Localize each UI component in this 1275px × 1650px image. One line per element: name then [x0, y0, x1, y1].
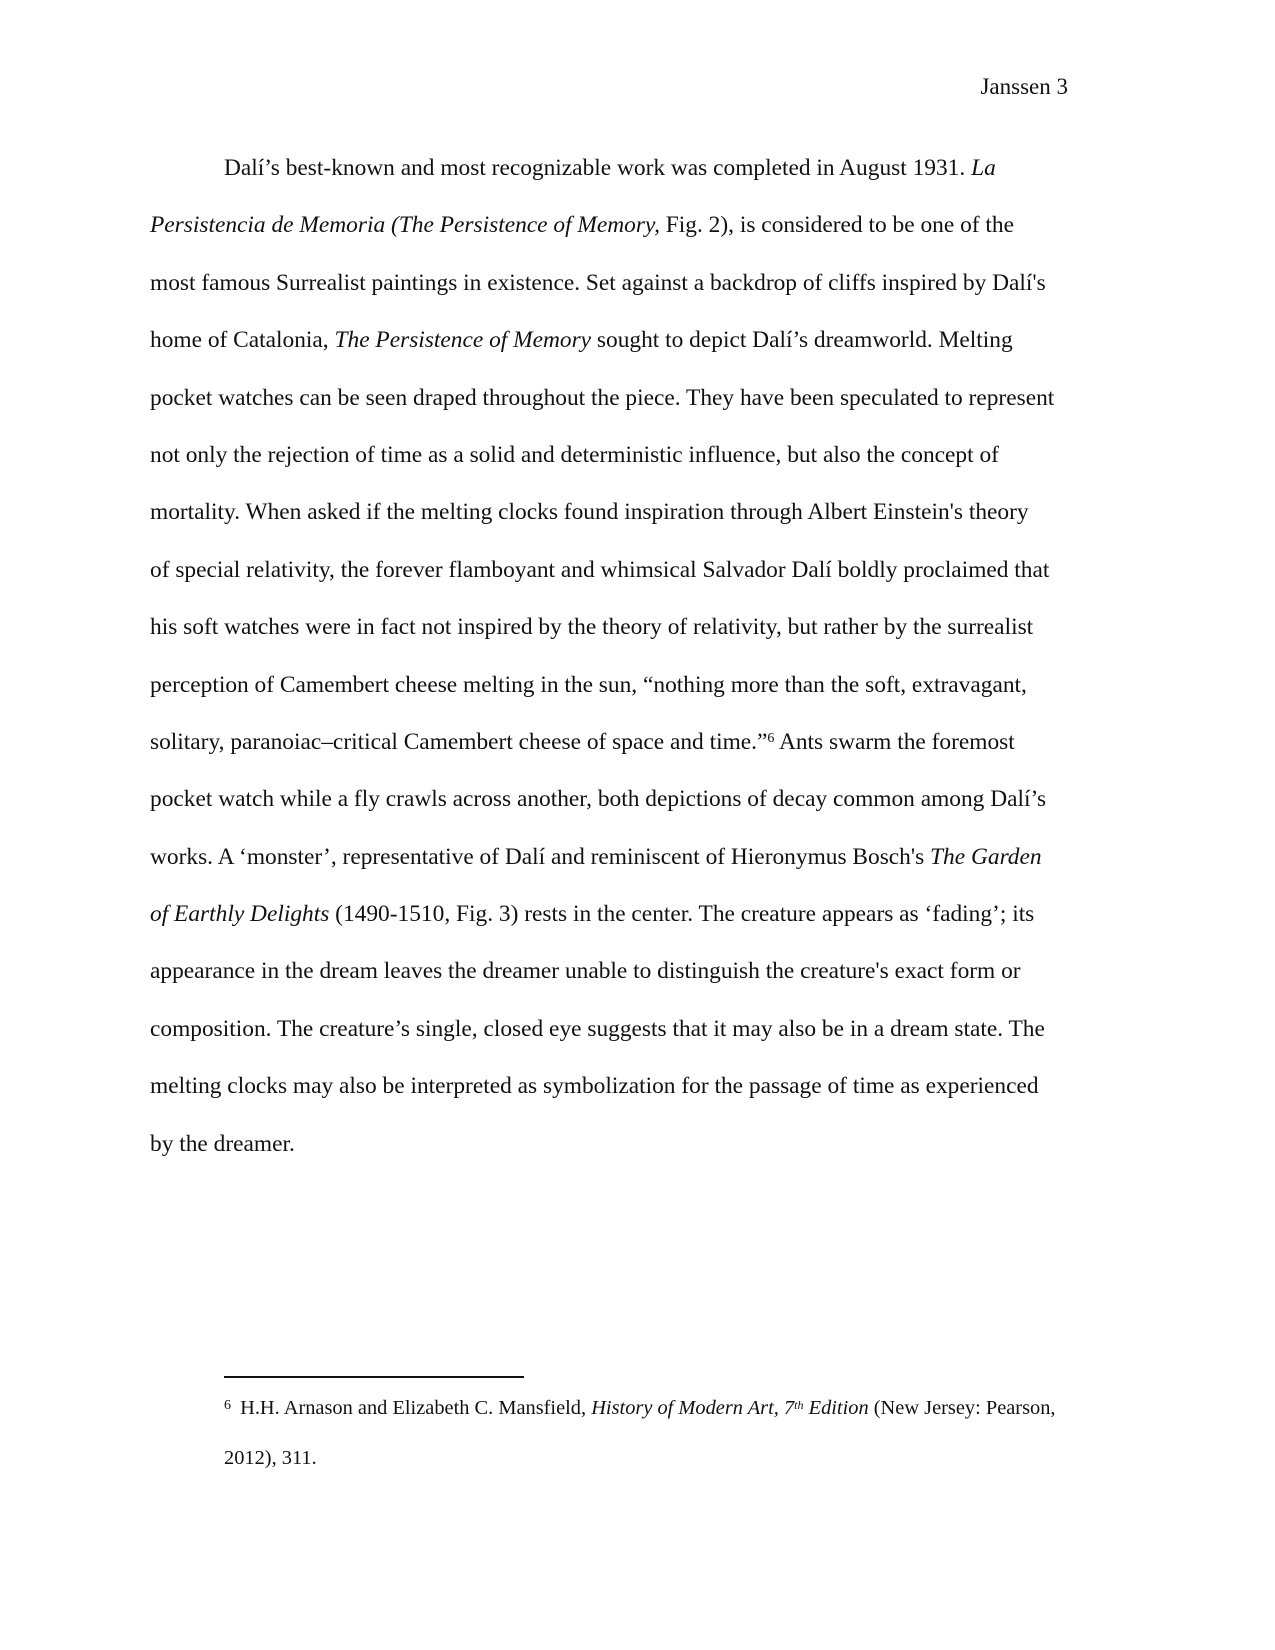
text-run: (New Jersey: Pearson, — [868, 1397, 1056, 1419]
body-line — [150, 714, 1128, 771]
italic-run: Persistencia de Memoria (The Persistence of Memory, — [150, 212, 660, 239]
body-line: composition. The creature’s single, closed eye suggests that it may also be in a dream state. The — [150, 1015, 1045, 1042]
text-run: home of Catalonia, — [150, 327, 335, 354]
text-run: sought to depict Dalí’s dreamworld. Melting — [591, 327, 1013, 354]
italic-run: La — [971, 155, 996, 181]
text-run: Ants swarm the foremost — [774, 728, 1015, 755]
body-line: not only the rejection of time as a solid and deterministic influence, but also the concept of — [150, 441, 999, 468]
italic-run: The Persistence of Memory — [334, 327, 592, 354]
running-head: Janssen 3 — [980, 74, 1068, 99]
body-paragraph — [150, 140, 1128, 1173]
footnote-number: 6 — [224, 1398, 231, 1413]
body-line — [150, 197, 1128, 254]
body-line: pocket watch while a fly crawls across another, both depictions of decay common among Dalí’s — [150, 786, 1047, 813]
footnote-title — [591, 1397, 868, 1419]
text-run: Fig. 2), is considered to be one of the — [659, 212, 1014, 239]
body-line: appearance in the dream leaves the dreamer unable to distinguish the creature's exact form or — [150, 958, 1021, 985]
body-line — [150, 886, 1128, 943]
text-run: Dalí’s best-known and most recognizable work was completed in August 1931. — [224, 155, 972, 181]
body-line: by the dreamer. — [150, 1130, 295, 1157]
text-run: (1490-1510, Fig. 3) rests in the center. The creature appears as ‘fading’; its — [329, 901, 1035, 928]
body-line: most famous Surrealist paintings in existence. Set against a backdrop of cliffs inspired by Dalí's — [150, 269, 1046, 296]
footnote-ref[interactable]: 6 — [767, 730, 775, 746]
text-run: H.H. Arnason and Elizabeth C. Mansfield, — [235, 1397, 592, 1419]
body-line — [150, 829, 1128, 886]
body-line: his soft watches were in fact not inspired by the theory of relativity, but rather by the surrealist — [150, 614, 1034, 641]
body-line — [150, 312, 1128, 369]
footnote-line: 2012), 311. — [224, 1447, 317, 1469]
italic-run: History of Modern Art, 7 — [591, 1397, 795, 1419]
ordinal-sup: th — [794, 1398, 804, 1412]
text-run: works. A ‘monster’, representative of Dalí and reminiscent of Hieronymus Bosch's — [150, 843, 931, 870]
italic-run: Edition — [803, 1397, 869, 1419]
body-line: perception of Camembert cheese melting in the sun, “nothing more than the soft, extravagant, — [150, 671, 1027, 698]
body-line: mortality. When asked if the melting clocks found inspiration through Albert Einstein's theory — [150, 499, 1029, 526]
footnote — [224, 1383, 1134, 1483]
body-line: melting clocks may also be interpreted as symbolization for the passage of time as experienced — [150, 1073, 1039, 1100]
italic-run: The Garden — [930, 843, 1042, 870]
body-line — [150, 140, 1128, 197]
footnote-line — [224, 1383, 1134, 1433]
body-line: of special relativity, the forever flamboyant and whimsical Salvador Dalí boldly proclaimed that — [150, 556, 1050, 583]
footnote-separator — [224, 1376, 524, 1378]
text-run: solitary, paranoiac–critical Camembert cheese of space and time.” — [150, 728, 768, 755]
italic-run: of Earthly Delights — [150, 901, 330, 928]
body-line: pocket watches can be seen draped throughout the piece. They have been speculated to represent — [150, 384, 1055, 411]
